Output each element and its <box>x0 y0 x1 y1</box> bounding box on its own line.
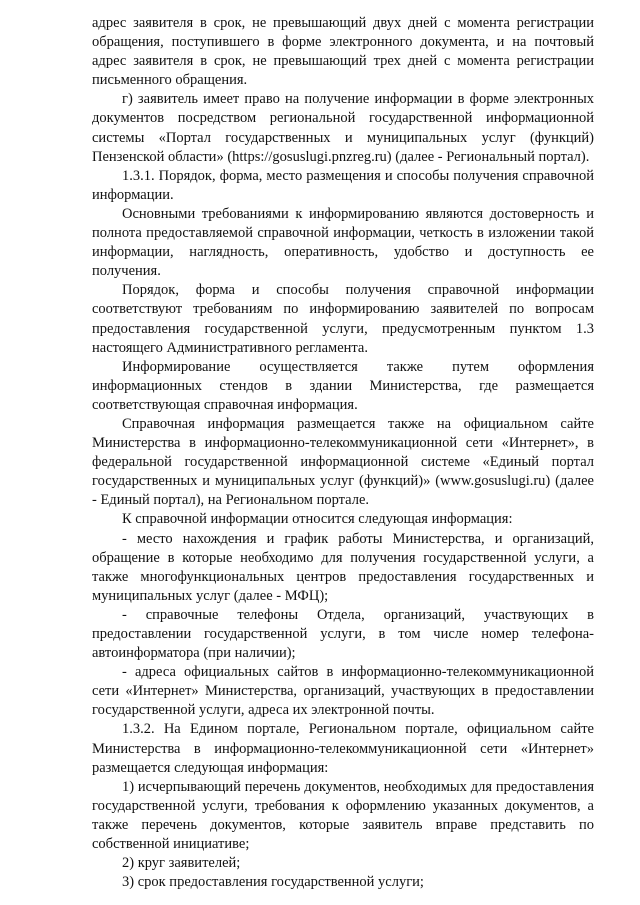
paragraph-info-stands: Информирование осуществляется также путем оформления информационных стендов в здании Министерства, где размещается соответствующая справочная информация. <box>92 358 594 413</box>
list-item-documents: 1) исчерпывающий перечень документов, необходимых для предоставления государственной услуги, требования к оформлению указанных документов, а также перечень документов, которые заявитель вправе представить по собственной инициативе; <box>92 778 594 853</box>
list-item-deadline: 3) срок предоставления государственной услуги; <box>122 874 424 891</box>
paragraph-website-placement: Справочная информация размещается также на официальном сайте Министерства в информационно-телекоммуникационной сети «Интернет», в федеральной государственной информационной системе «Единый портал государственных и муниципальных услуг (функций)» (www.gosuslugi.ru) (далее - Единый портал), на Региональном портале. <box>92 415 594 509</box>
paragraph-reference-info-intro: К справочной информации относится следующая информация: <box>122 511 513 528</box>
paragraph-regional-portal-right: г) заявитель имеет право на получение информации в форме электронных документов посредством региональной государственной информационной системы «Портал государственных и муниципальных услуг (функций) Пензенской области» (https://gosuslugi.pnzreg.ru) (далее - Региональный портал). <box>92 91 594 165</box>
paragraph-notification-deadlines: адрес заявителя в срок, не превышающий двух дней с момента регистрации обращения, поступившего в форме электронного документа, и на почтовый адрес заявителя в срок, не превышающий трех дней с момента регистрации письменного обращения. <box>92 15 594 89</box>
paragraph-section-1-3-2: 1.3.2. На Едином портале, Региональном портале, официальном сайте Министерства в информационно-телекоммуникационной сети «Интернет» размещается следующая информация: <box>92 721 594 776</box>
paragraph-procedure: Порядок, форма и способы получения справочной информации соответствуют требованиям по информированию заявителей по вопросам предоставления государственной услуги, предусмотренным пунктом 1.3 настоящего Административного регламента. <box>92 282 594 356</box>
paragraph-section-1-3-1: 1.3.1. Порядок, форма, место размещения и способы получения справочной информации. <box>92 167 594 203</box>
list-item-applicants: 2) круг заявителей; <box>122 855 241 872</box>
list-item-location-schedule: - место нахождения и график работы Министерства, и организаций, обращение в которые необходимо для получения государственной услуги, а также многофункциональных центров предоставления государственных и муниципальных услуг (далее - МФЦ); <box>92 530 594 604</box>
list-item-websites: - адреса официальных сайтов в информационно-телекоммуникационной сети «Интернет» Министерства, организаций, участвующих в предоставлении государственной услуги, адреса их электронной почты. <box>92 664 594 719</box>
list-item-phones: - справочные телефоны Отдела, организаций, участвующих в предоставлении государственной услуги, в том числе номер телефона-автоинформатора (при наличии); <box>92 606 594 662</box>
paragraph-requirements: Основными требованиями к информированию являются достоверность и полнота предоставляемой справочной информации, четкость в изложении такой информации, наглядность, оперативность, удобство и доступность ее получения. <box>92 205 594 280</box>
